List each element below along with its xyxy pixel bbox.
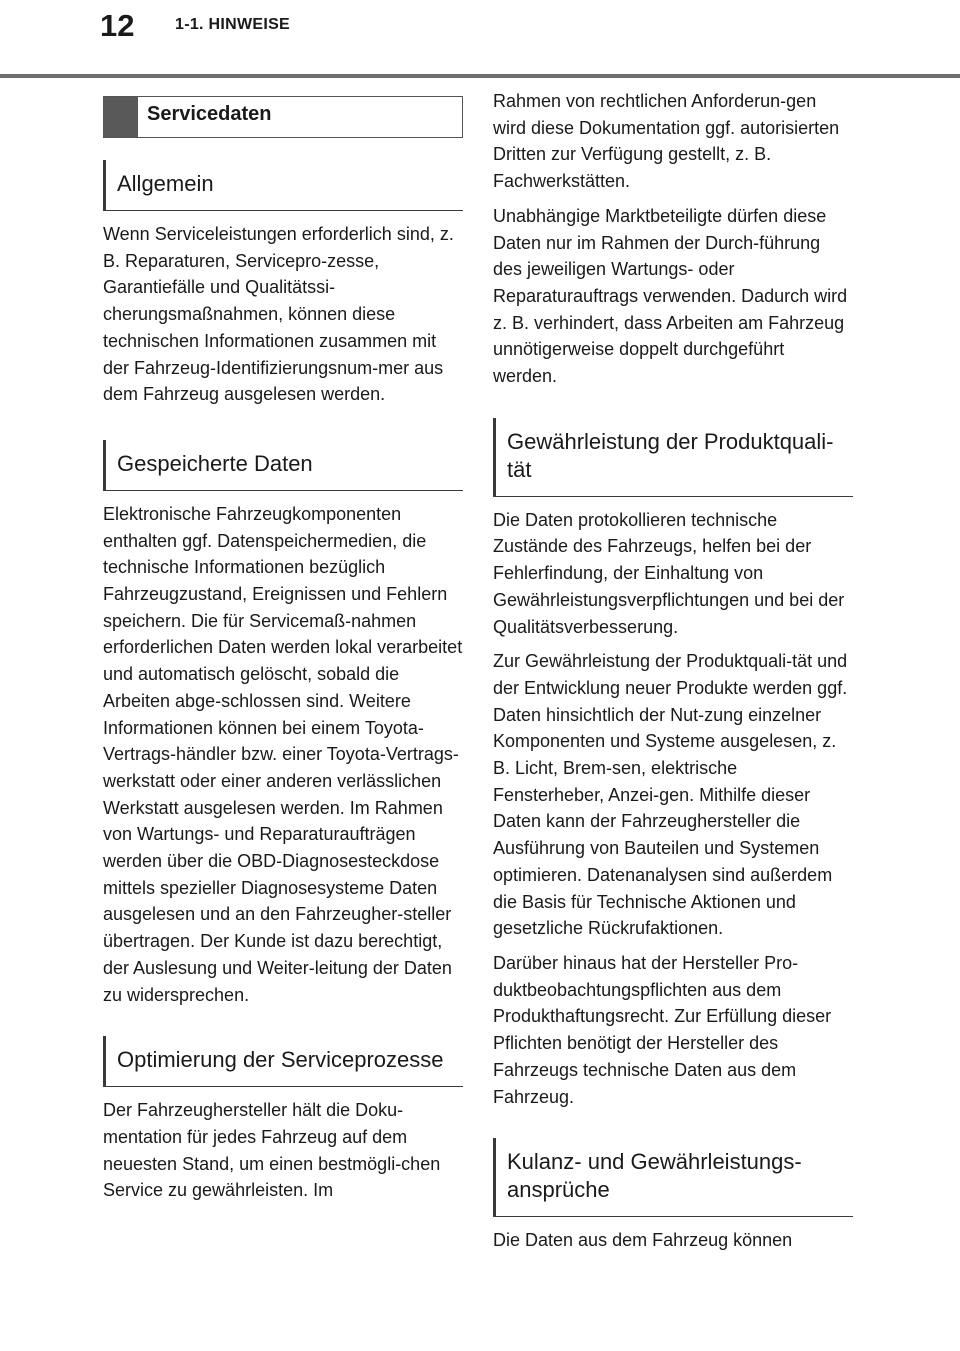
subheading-gespeicherte-daten: Gespeicherte Daten xyxy=(103,440,463,491)
paragraph-produktbeobachtung: Darüber hinaus hat der Hersteller Pro-duktbeobachtungspflichten aus dem Produkthaftungsrecht. Zur Erfüllung dieser Pflichten benötigt der Hersteller des Fahrzeugs technische Daten aus dem Fahrzeug. xyxy=(493,952,832,1107)
paragraph-allgemein: Wenn Serviceleistungen erforderlich sind, z. B. Reparaturen, Servicepro-zesse, Garantiefälle und Qualitätssi-cherungsmaßnahmen, können diese technischen Informationen zusammen mit der Fahrzeug-Identifizierungsnum-mer aus dem Fahrzeug ausgelesen werden. xyxy=(103,224,454,405)
subheading-gewaehrleistung: Gewährleistung der Produktquali-tät xyxy=(493,418,853,497)
servicedaten-title: Servicedaten xyxy=(147,103,272,125)
page-number: 12 xyxy=(100,8,135,43)
paragraph-optimierung: Der Fahrzeughersteller hält die Doku-mentation für jedes Fahrzeug auf dem neuesten Stand, um einen bestmögli-chen Service zu gewährleisten. Im xyxy=(103,1100,441,1201)
header-rule xyxy=(0,74,960,78)
subheading-optimierung: Optimierung der Serviceprozesse xyxy=(103,1036,463,1087)
left-column xyxy=(103,88,463,1212)
paragraph-marktbeteiligte: Unabhängige Marktbeteiligte dürfen diese Daten nur im Rahmen der Durch-führung des jeweiligen Wartungs- oder Reparaturauftrags verwenden. Dadurch wird z. B. verhindert, dass Arbeiten am Fahrzeug unnötigerweise doppelt durchgeführt werden. xyxy=(493,205,848,387)
paragraph-rahmen: Rahmen von rechtlichen Anforderun-gen wird diese Dokumentation ggf. autorisierten Dritten zur Verfügung gestellt, z. B. Fachwerkstätten. xyxy=(493,91,840,192)
servicedaten-box xyxy=(103,96,463,138)
paragraph-protokollieren: Die Daten protokollieren technische Zustände des Fahrzeugs, helfen bei der Fehlerfindung, der Einhaltung von Gewährleistungsverpflichtungen und bei der Qualitätsverbesserung. xyxy=(493,509,845,637)
servicedaten-bar xyxy=(104,97,138,137)
paragraph-kulanz: Die Daten aus dem Fahrzeug können xyxy=(493,1230,793,1251)
paragraph-gespeicherte-daten: Elektronische Fahrzeugkomponenten enthalten ggf. Datenspeichermedien, die technische Informationen bezüglich Fahrzeugzustand, Ereignissen und Fehlern speichern. Die für Servicemaß-nahmen erforderlichen Daten werden lokal verarbeitet und automatisch gelöscht, sobald die Arbeiten abge-schlossen sind. Weitere Informationen können bei einem Toyota-Vertrags-händler bzw. einer Toyota-Vertrags-werkstatt oder einer anderen verlässlichen Werkstatt ausgelesen werden. Im Rahmen von Wartungs- und Reparaturaufträgen werden über die OBD-Diagnosesteckdose mittels spezieller Diagnosesysteme Daten ausgelesen und an den Fahrzeugher-steller übertragen. Der Kunde ist dazu berechtigt, der Auslesung und Weiter-leitung der Daten zu widersprechen. xyxy=(103,503,463,1005)
subheading-allgemein: Allgemein xyxy=(103,160,463,211)
right-column xyxy=(493,88,853,1262)
paragraph-produktqualitaet: Zur Gewährleistung der Produktquali-tät und der Entwicklung neuer Produkte werden ggf. Daten hinsichtlich der Nut-zung einzelner Komponenten und Systeme ausgelesen, z. B. Licht, Brem-sen, elektrische Fensterheber, Anzei-gen. Mithilfe dieser Daten kann der Fahrzeughersteller die Ausführung von Bauteilen und Systemen optimieren. Datenanalysen sind außerdem die Basis für Technische Aktionen und gesetzliche Rückrufaktionen. xyxy=(493,651,848,939)
section-title: 1-1. HINWEISE xyxy=(175,16,291,33)
subheading-kulanz: Kulanz- und Gewährleistungs-ansprüche xyxy=(493,1138,853,1217)
